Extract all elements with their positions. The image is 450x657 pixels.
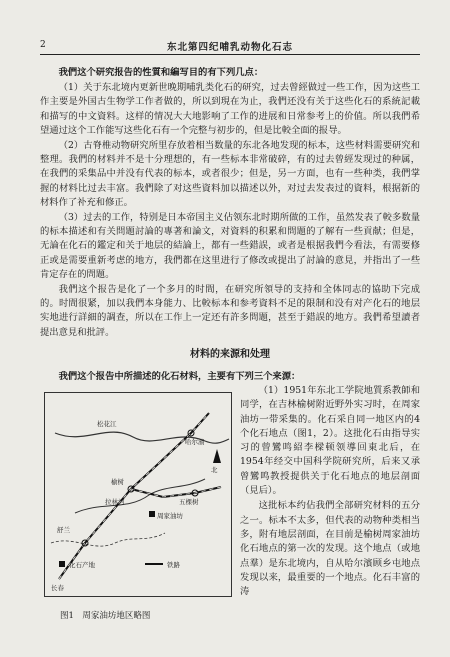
railway-line [131,487,221,497]
label-changchun: 长春 [51,584,64,592]
river-line [75,479,205,513]
section-title: 材料的来源和处理 [190,348,270,360]
label-station: 五棵树 [179,498,199,506]
legend-railway: 铁路 [167,561,180,569]
paragraph-3: （3）过去的工作，特别是日本帝国主义佔领东北时期所做的工作，虽然发表了較多数量的标本描述和有关問題討論的專著和論文，对資料的积累和問題的了解有一些貢献；但是，无論在化石的鑑定和关于地层的結論上，都有一些錯誤，或者是根据我們今看法，有需要修正或是需要重新考虑的地方，我們都在这里进行了修改或提出了討論的意見，并指出了一些肯定存在的問題。 [40,212,420,280]
label-songhua: 松花江 [97,420,117,428]
label-harbin: 哈尔濱 [185,438,205,446]
river-line [51,533,165,546]
paragraph-4: 我們这个报告是化了一个多月的时間，在研究所領导的支持和全体同志的協助下完成的。时間很紧，加以我們本身能力、比較标本和参考資料不足的限制和没有对产化石的地层实地进行詳細的調查，所以在工作上一定还有許多問題，甚至于錯誤的地方。我們希望讀者提出意見和批評。 [40,284,420,338]
source-1-paragraph-cont: 这批标本约佔我們全部研究材料的五分之一。标本不太多，但代表的动物种类相当多，附有地层剖面，在目前是榆树周家油坊化石地点的第一次的发现。这个地点（或地点羣）是东北境内，自从哈尔濱顾乡屯地点发现以来，最重要的一个地点。化石丰富的涛 [240,500,420,598]
paragraph-intro: 我們这个研究报告的性質和編写目的有下列几点： [58,67,264,78]
label-yushu: 榆树 [111,478,124,486]
section-intro: 我們这个报告中所描述的化石材料，主要有下列三个来源： [58,371,301,382]
legend-fossil-site: 化石产地 [69,561,95,569]
source-1-paragraph: （1）1951年东北工学院地質系教師和同学，在吉林榆树附近野外实习时，在周家油坊一带采集的。化石采自同一地区内的4个化石地点（图1，2）。这批化石由指导实习的曾鸞鸣紹李樑顿领導回東北后，在1954年经交中国科学院研究所，后来又承曾鸞鸣教授提供关于化石地点的地层剖面（見后）。 [240,385,420,497]
label-lalin: 拉林河 [105,498,125,506]
label-north: 北 [211,466,218,474]
page-header [40,36,420,55]
figure-caption: 图1 周家油坊地区略图 [60,611,151,621]
location-map [44,392,232,597]
label-zhoujia: 周家油坊 [157,512,183,520]
legend-site-icon [59,561,65,567]
fossil-site-marker [149,511,155,517]
paragraph-1: （1）关于东北境内更新世晚期哺乳类化石的研究，过去曾經做过一些工作，因为这些工作主要是外国古生物学工作者做的，所以到現在为止，我們还没有关于这些化石的系統記載和描写的中文資料。这样的情况大大地影响了工作的进展和日常参考上的价值。所以我們希望通过这个工作能写这些化石有一个完整与初步的，但是比較全面的报导。 [40,82,420,136]
running-title: 东北第四纪哺乳动物化石志 [166,42,293,53]
right-column [240,384,420,600]
label-shulan: 舒兰 [57,526,70,534]
north-arrow-icon [213,449,221,463]
paragraph-2: （2）古脊椎动物研究所里存放着相当数量的东北各地发现的标本，这些材料需要研究和整理。我們的材料并不是十分理想的，有一些标本非常破碎，有的过去曾經发现过的种属，在我們的采集品中并没有代表的标本，或者很少；但是，另一方面，也有一些种类，我們掌握的材料比过去丰富。我們除了对这些資料加以描述以外，对过去发表过的資料，根据新的材料作了补充和修正。 [40,140,420,208]
page-number: 2 [40,40,46,50]
body-text [40,66,420,368]
